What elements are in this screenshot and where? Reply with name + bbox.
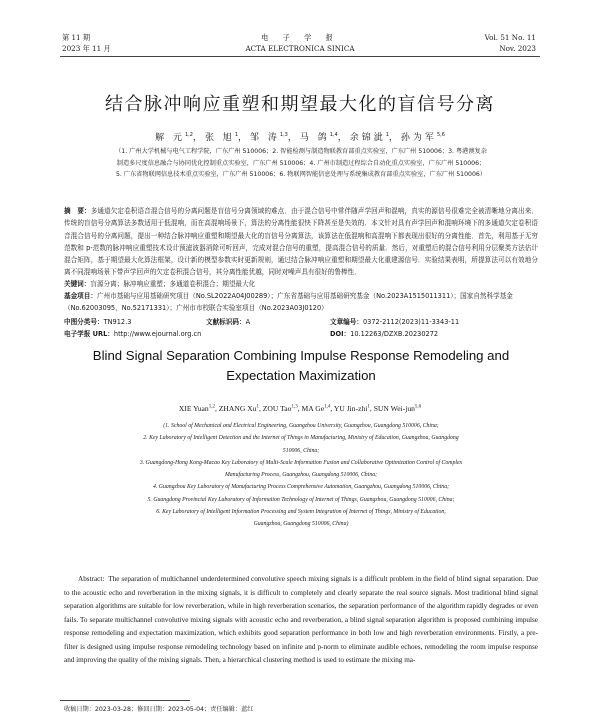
- journal-url-link[interactable]: http://www.ejournal.org.cn: [113, 330, 202, 338]
- author-list-en: XIE Yuan$^{1,2}$, ZHANG Xu$^1$, ZOU Tao$^{1,3}$, MA Ge$^{1,4}$, YU Jin-zhi$^1$, SUN Wei-jun$^{5,6}$: [178, 404, 422, 413]
- article-number: 文章编号：0372-2112(2023)11-3343-11: [330, 318, 460, 326]
- keywords-text: 盲源分离；脉冲响应重塑；多通道卷积混合；期望最大化: [90, 280, 256, 288]
- author-cn: 解 元$^{1,2}$: [155, 132, 193, 143]
- affiliation-line: 5. 广东省物联网信息技术重点实验室，广东广州 510006；6. 物联网智能信息处理与系统集成教育部重点实验室，广东广州 510006）: [115, 171, 487, 178]
- author-cn: 张 旭$^1$: [204, 132, 238, 143]
- journal-name-cn: 电 子 学 报: [261, 33, 339, 42]
- keywords-block: [64, 278, 538, 290]
- abstract-en-text: The separation of multichannel underdetermined convolutive speech mixing signals is a difficult problem in the field of blind signal separation. Due to the acoustic echo and reverberation in the mixing signals, it is difficult to completely and clearly separate the real source signals. Most traditional blind signal separation algorithms are suitable for low reverberation, while in high reverberation scenarios, the separation performance of the algorithm rapidly degrades or even fails. To separate multichannel convolutive mixing signals with acoustic echo and reverberation, a blind signal separation algorithm is proposed combining impulse response remodeling and expectation maximization, which exhibits good separation performance in both low and high reverberation environments. Firstly, a pre-filter is designed using impulse response remodeling technology based on infinite and p-norm to eliminate audible echoes, remodeling the room impulse response and improving the quality of the mixing signals. Then, a hierarchical clustering method is used to estimate the mixing ma-: [64, 575, 539, 664]
- header-divider: [60, 56, 540, 57]
- author-en: XIE Yuan$^{1,2}$: [178, 404, 215, 413]
- affiliation-line: 4. Guangzhou Key Laboratory of Manufacturing Process Comprehensive Automation, Guangzhou, Guangdong 510006, China;: [152, 484, 450, 491]
- volume-number: Vol. 51 No. 11: [484, 33, 536, 42]
- issue-date: 2023 年 11 月: [62, 44, 111, 53]
- funding-label: 基金项目：: [64, 292, 97, 300]
- affiliation-line: （1. 广州大学机械与电气工程学院，广东广州 510006；2. 智能检测与制造物联教育部重点实验室，广东广州 510006；3. 粤港澳复杂: [115, 148, 487, 155]
- author-en: ZOU Tao$^{1,3}$: [262, 404, 298, 413]
- issue-number: 第 11 期: [62, 33, 91, 42]
- paper-title-en: Blind Signal Separation Combining Impulse Response Remodeling and Expectation Maximization: [92, 348, 510, 383]
- abstract-cn-label: 摘 要：: [64, 207, 91, 215]
- affiliation-line: 6. Key Laboratory of Intelligent Information Processing and System Integration of Internet of Things, Ministry of Education,: [156, 509, 446, 516]
- volume-date: Nov. 2023: [499, 44, 536, 53]
- author-list-cn: 解 元$^{1,2}$，张 旭$^1$，邹 涛$^{1,3}$，马 鸽$^{1,4}$，余锦泚$^1$，孙为军$^{5,6}$: [155, 132, 445, 143]
- author-en: SUN Wei-jun$^{5,6}$: [373, 404, 422, 413]
- abstract-cn: [64, 205, 538, 279]
- journal-name-en: ACTA ELECTRONICA SINICA: [245, 44, 355, 53]
- affiliation-line: Manufacturing Process, Guangzhou, Guangdong 510006, China;: [224, 472, 378, 479]
- footnote-divider: [60, 700, 190, 701]
- author-cn: 马 鸽$^{1,4}$: [299, 132, 338, 143]
- affiliation-line: (1. School of Mechanical and Electrical Engineering, Guangzhou University, Guangzhou, Guangdong 510006, China;: [163, 423, 439, 429]
- footnote-dates: 收稿日期：2023-03-28；修回日期：2023-05-04；责任编辑：蓝红: [64, 706, 254, 713]
- affiliation-line: 3. Guangdong-Hong Kong-Macao Key Laboratory of Multi-Scale Information Fusion and Collaborative Optimization Control of Complex: [139, 459, 463, 466]
- funding-block: [64, 290, 538, 314]
- author-en: MA Ge$^{1,4}$: [301, 404, 331, 413]
- doi: DOI：10.12263/DZXB.20230272: [330, 330, 439, 338]
- journal-header: [0, 0, 600, 60]
- author-en: YU Jin-zhi$^1$: [333, 404, 370, 413]
- affiliations-cn: [64, 146, 538, 181]
- author-en: ZHANG Xu$^1$: [218, 404, 259, 413]
- abstract-cn-text: 多通道欠定卷积语音混合信号的分离问题是盲信号分离领域的难点．由于混合信号中常伴随声学回声和混响，真实的源信号很难完全被清晰地分离出来．传统的盲信号分离算法多数适用于低混响，而在高混响场景下，算法的分离性能很快下降甚至是失效的．本文针对具有声学回声和混响环境下的多通道欠定卷积语音混合信号的分离问题，提出一种结合脉冲响应重塑和期望最大化的盲信号分离算法，该算法在低混响和高混响下都表现出很好的分离性能．首先，利用基于无穷范数和 p-范数的脉冲响应重塑技术设计预滤波器消除可听回声，完成对混合信号的重塑，提高混合信号的质量．然后，对重塑后的混合信号利用分层聚类方法估计混合矩阵，基于期望最大化算法框架，设计新的模型参数实时更新规则，通过结合脉冲响应重塑和期望最大化重建源信号．实验结果表明，所提算法可以有效地分离不同混响场景下带声学回声的欠定卷积混合信号，其分离性能优越，同时对噪声具有很好的鲁棒性．: [64, 207, 539, 277]
- author-cn: 邹 涛$^{1,3}$: [250, 132, 288, 143]
- clc-number: 中图分类号：TN912.3: [64, 318, 132, 326]
- affiliation-line: 510006, China;: [282, 447, 320, 454]
- affiliations-en: [64, 420, 538, 531]
- affiliation-line: 制造多尺度信息融合与协同优化控制重点实验室，广东广州 510006；4. 广州市制造过程综合自动化重点实验室，广东广州 510006；: [116, 159, 486, 167]
- paper-title-cn: 结合脉冲响应重塑和期望最大化的盲信号分离: [105, 94, 495, 115]
- affiliation-line: 2. Key Laboratory of Intelligent Detection and the Internet of Things in Manufacturing, Ministry of Education, Guangzhou, Guangdong: [143, 435, 459, 442]
- affiliation-line: 5. Guangdong Provincial Key Laboratory of Information Technology of Internet of Things, Guangzhou, Guangdong 510006, China;: [147, 496, 455, 503]
- author-cn: 孙为军$^{5,6}$: [400, 132, 445, 143]
- affiliation-line: Guangzhou, Guangdong 510006, China): [253, 521, 349, 528]
- journal-url: 电子学报 URL：http://www.ejournal.org.cn: [64, 330, 202, 338]
- abstract-en-label: Abstract:: [78, 575, 105, 583]
- keywords-label: 关键词：: [64, 280, 91, 288]
- funding-text: 广州市基础与应用基础研究项目（No.SL2022A04J00289）；广东省基础与应用基础研究基金（No.2023A1515011311）；国家自然科学基金（No.62003095，No.52171331）；广州市市校联合实验室项目（No.2023A03J0120）: [64, 292, 513, 312]
- doi-link[interactable]: 10.12263/DZXB.20230272: [350, 330, 439, 338]
- abstract-en: [64, 573, 538, 668]
- header-right: [485, 32, 536, 54]
- document-code: 文献标识码：A: [206, 318, 251, 326]
- author-cn: 余锦泚$^1$: [349, 132, 389, 143]
